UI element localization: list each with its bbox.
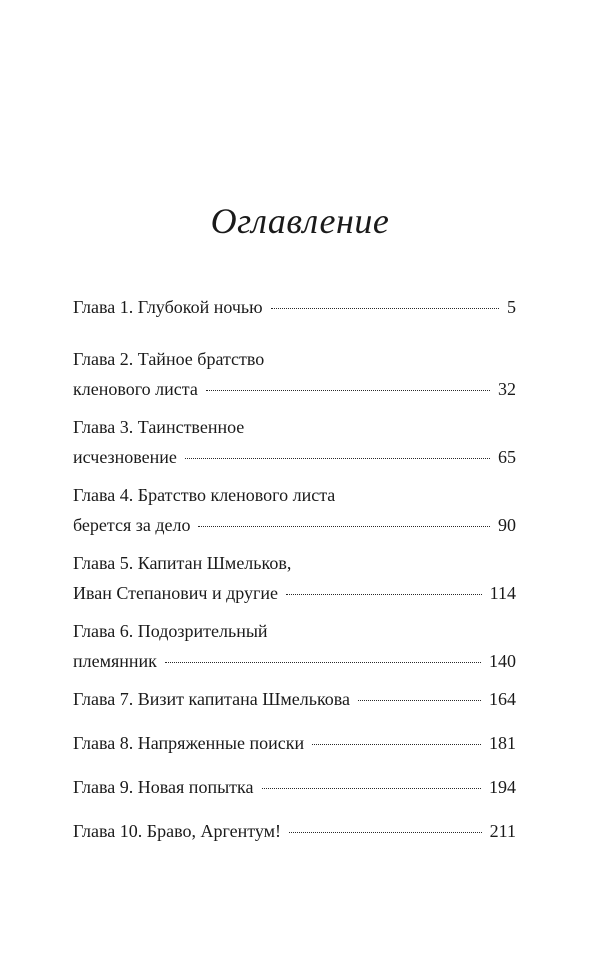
toc-entry-title: Глава 5. Капитан Шмельков, <box>73 553 292 573</box>
toc-entry-page: 194 <box>489 777 516 797</box>
toc-entry-title: Глава 7. Визит капитана Шмелькова <box>73 689 351 709</box>
toc-entry-page: 211 <box>489 821 516 841</box>
toc-entry-title-cont: берется за дело <box>73 515 191 535</box>
toc-entry-page: 164 <box>489 689 516 709</box>
toc-entry-title: Глава 8. Напряженные поиски <box>73 733 305 753</box>
toc-entry-3 <box>73 412 516 472</box>
toc-entry-page: 65 <box>498 447 516 467</box>
toc-entry-page: 5 <box>507 297 516 317</box>
toc-entry-title: Глава 6. Подозрительный <box>73 621 268 641</box>
dot-leader <box>165 662 481 663</box>
dot-leader <box>286 594 482 595</box>
toc-entry-page: 114 <box>489 583 516 603</box>
toc-entry-1 <box>73 292 516 322</box>
table-of-contents <box>73 292 516 846</box>
toc-entry-title: Глава 1. Глубокой ночью <box>73 297 263 317</box>
toc-entry-page: 90 <box>498 515 516 535</box>
dot-leader <box>312 744 481 745</box>
dot-leader <box>185 458 490 459</box>
toc-entry-title-cont: Иван Степанович и другие <box>73 583 279 603</box>
toc-entry-title: Глава 3. Таинственное <box>73 417 245 437</box>
dot-leader <box>206 390 490 391</box>
toc-entry-title: Глава 2. Тайное братство <box>73 349 265 369</box>
toc-entry-7 <box>73 684 516 714</box>
dot-leader <box>358 700 481 701</box>
toc-entry-page: 140 <box>489 651 516 671</box>
dot-leader <box>271 308 499 309</box>
toc-entry-title-cont: кленового листа <box>73 379 198 399</box>
toc-entry-5 <box>73 548 516 608</box>
toc-entry-title: Глава 9. Новая попытка <box>73 777 254 797</box>
dot-leader <box>262 788 482 789</box>
toc-entry-10 <box>73 816 516 846</box>
toc-entry-title-cont: племянник <box>73 651 157 671</box>
dot-leader <box>198 526 490 527</box>
toc-entry-6 <box>73 616 516 676</box>
toc-title: Оглавление <box>210 201 390 241</box>
toc-entry-title: Глава 10. Браво, Аргентум! <box>73 821 282 841</box>
toc-entry-page: 32 <box>498 379 516 399</box>
toc-entry-4 <box>73 480 516 540</box>
dot-leader <box>289 832 482 833</box>
toc-entry-8 <box>73 728 516 758</box>
toc-entry-title-cont: исчезновение <box>73 447 177 467</box>
toc-entry-2 <box>73 344 516 404</box>
toc-entry-page: 181 <box>489 733 516 753</box>
toc-entry-title: Глава 4. Братство кленового листа <box>73 485 336 505</box>
toc-entry-9 <box>73 772 516 802</box>
